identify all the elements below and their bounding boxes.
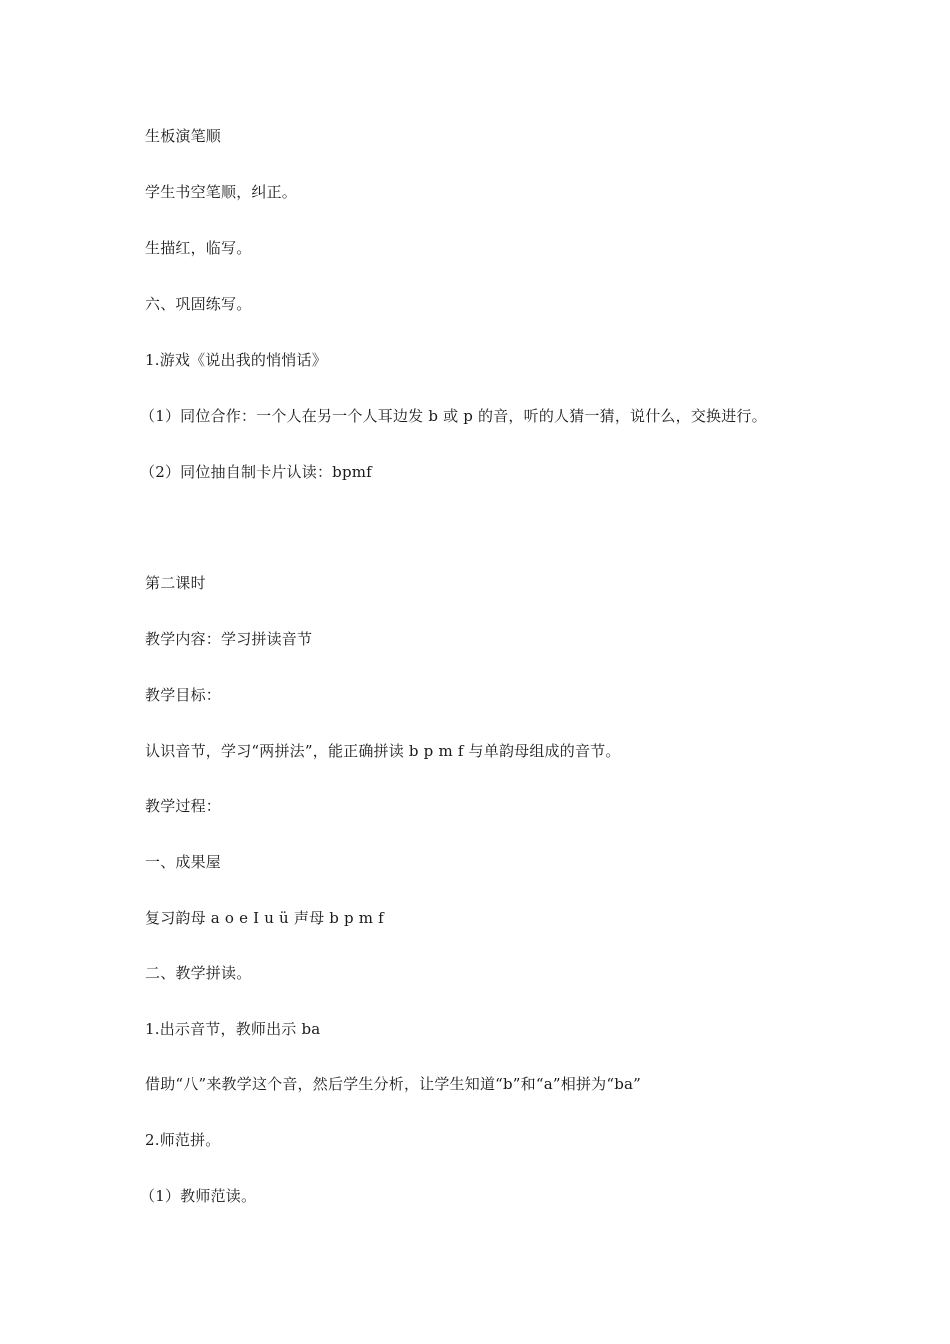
text-line: 2.师范拼。 bbox=[145, 1131, 221, 1149]
text-line: 认识音节，学习“两拼法”，能正确拼读 b p m f 与单韵母组成的音节。 bbox=[145, 742, 621, 760]
text-line: 教学过程： bbox=[145, 797, 222, 815]
text-line: 复习韵母 a o e I u ü 声母 b p m f bbox=[145, 909, 384, 927]
text-line: 借助“八”来教学这个音，然后学生分析，让学生知道“b”和“a”相拼为“ba” bbox=[145, 1075, 642, 1093]
text-line: 教学内容：学习拼读音节 bbox=[145, 630, 313, 648]
text-line: 1.出示音节，教师出示 ba bbox=[145, 1020, 321, 1038]
text-line: 生描红，临写。 bbox=[145, 239, 252, 257]
text-line: （1）同位合作：一个人在另一个人耳边发 b 或 p 的音，听的人猜一猜，说什么，交换进行。 bbox=[140, 407, 767, 425]
lesson-heading: 第二课时 bbox=[145, 574, 206, 592]
section-heading: 二、教学拼读。 bbox=[145, 964, 252, 982]
text-line: 生板演笔顺 bbox=[145, 127, 222, 145]
text-line: 学生书空笔顺，纠正。 bbox=[145, 183, 298, 201]
section-heading: 一、成果屋 bbox=[145, 853, 222, 871]
text-line: 教学目标： bbox=[145, 686, 222, 704]
section-heading: 六、巩固练写。 bbox=[145, 295, 252, 313]
text-line: （1）教师范读。 bbox=[140, 1187, 257, 1205]
text-line: 1.游戏《说出我的悄悄话》 bbox=[145, 351, 327, 369]
text-line: （2）同位抽自制卡片认读：bpmf bbox=[140, 463, 372, 481]
